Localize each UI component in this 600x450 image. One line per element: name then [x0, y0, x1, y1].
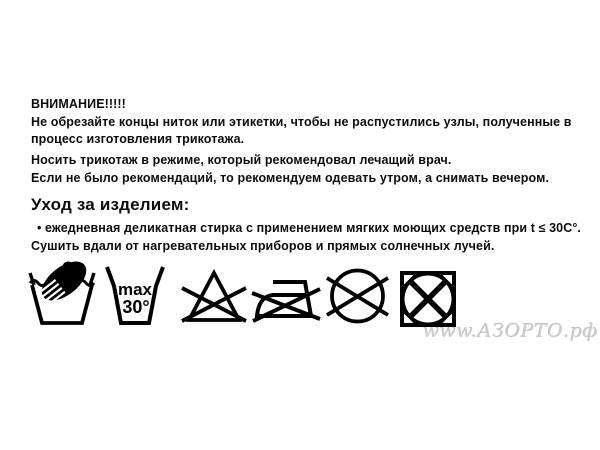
wearing-line-1: Носить трикотаж в режиме, который рекомендовал лечащий врач.: [31, 153, 452, 167]
attention-title: ВНИМАНИЕ!!!!!: [31, 97, 126, 111]
do-not-iron-icon: [251, 265, 321, 323]
do-not-dry-clean-icon: [326, 267, 389, 326]
care-paragraph: [31, 220, 581, 255]
care-line-1: • ежедневная деликатная стирка с применением мягких моющих средств при t ≤ 30C°.: [37, 221, 582, 235]
do-not-tumble-dry-icon: [400, 271, 456, 327]
attention-line-2: процесс изготовления трикотажа.: [31, 132, 245, 146]
do-not-bleach-icon: [181, 268, 247, 326]
instructions-text-block: [31, 96, 581, 255]
wash-temp-label-max: max: [117, 280, 153, 299]
wash-max-30-icon: [103, 265, 167, 327]
attention-line-1: Не обрезайте концы ниток или этикетки, чтобы не распустились узлы, полученные в: [31, 114, 572, 129]
care-line-2: Сушить вдали от нагревательных приборов и прямых солнечных лучей.: [31, 238, 495, 253]
wearing-line-2: Если не было рекомендаций, то рекомендуем одевать утром, а снимать вечером.: [31, 170, 550, 185]
wash-temp-label-30: 30°: [122, 297, 150, 317]
wearing-paragraph: [31, 152, 581, 187]
care-heading: Уход за изделием:: [31, 195, 190, 214]
attention-paragraph: [31, 96, 581, 149]
hand-wash-icon: [28, 261, 96, 327]
hand-glyph: [35, 261, 93, 308]
watermark: www.АЗОРТО.рф: [423, 320, 598, 342]
